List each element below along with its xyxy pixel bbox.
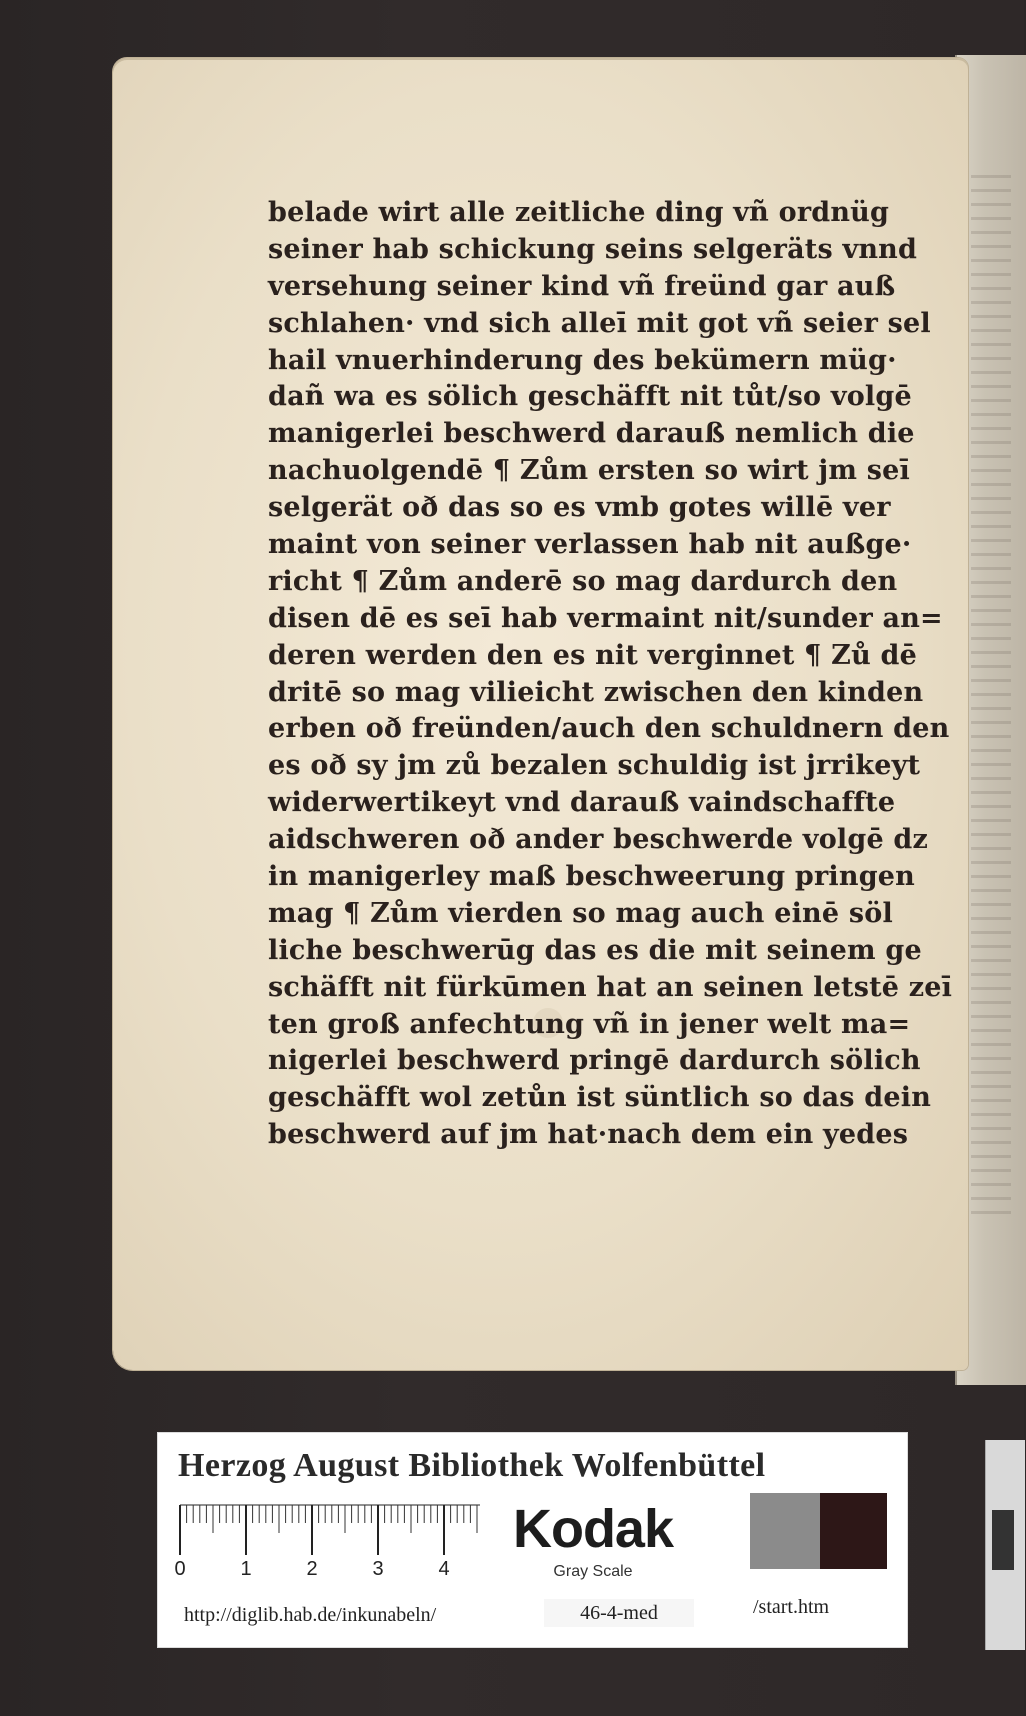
url-prefix: http://diglib.hab.de/inkunabeln/ bbox=[184, 1604, 437, 1626]
adjacent-page-text-shadow bbox=[971, 175, 1011, 1225]
text-line: ten groß anfechtung vñ in jener welt ma= bbox=[268, 1008, 911, 1040]
text-line: seiner hab schickung seins selgeräts vnnd bbox=[268, 233, 918, 265]
text-line: widerwertikeyt vnd darauß vaindschaffte bbox=[268, 787, 896, 819]
text-line: hail vnuerhinderung des bekümern müg· bbox=[268, 344, 897, 376]
manuscript-text-block bbox=[268, 195, 953, 1154]
text-line: es oð sy jm zů bezalen schuldig ist jrrikeyt bbox=[268, 750, 921, 782]
ruler-number: 4 bbox=[438, 1558, 450, 1580]
text-line: aidschweren oð ander beschwerde volgē dz bbox=[268, 824, 929, 856]
text-line: selgerät oð das so es vmb gotes willē ver bbox=[268, 492, 891, 524]
text-line: erben oð freünden/auch den schuldnern den bbox=[268, 713, 950, 745]
text-line: deren werden den es nit verginnet ¶ Zů dē bbox=[268, 639, 917, 671]
text-line: schlahen· vnd sich alleī mit got vñ seier sel bbox=[268, 307, 931, 339]
text-line: liche beschwerūg das es die mit seinem ge bbox=[268, 934, 922, 966]
text-line: geschäfft wol zetůn ist süntlich so das dein bbox=[268, 1082, 932, 1114]
ruler-ticks bbox=[180, 1505, 490, 1557]
text-line: schäfft nit fürkūmen hat an seinen letstē zeī bbox=[268, 971, 953, 1003]
text-line: manigerlei beschwerd darauß nemlich die bbox=[268, 418, 915, 450]
text-line: dañ wa es sölich geschäfft nit tůt/so volgē bbox=[268, 381, 912, 413]
text-line: nachuolgendē ¶ Zům ersten so wirt jm seī bbox=[268, 455, 910, 487]
gray-scale-label: Gray Scale bbox=[553, 1563, 633, 1580]
text-line: belade wirt alle zeitliche ding vñ ordnüg bbox=[268, 197, 890, 228]
url-suffix: /start.htm bbox=[753, 1596, 830, 1618]
text-line: beschwerd auf jm hat·nach dem ein yedes bbox=[268, 1119, 909, 1151]
text-line: versehung seiner kind vñ freünd gar auß bbox=[268, 270, 896, 302]
ruler-number: 3 bbox=[372, 1558, 384, 1580]
color-target-card bbox=[157, 1432, 908, 1648]
side-strip-dark-patch bbox=[992, 1510, 1014, 1570]
text-line: maint von seiner verlassen hab nit außge· bbox=[268, 529, 912, 561]
gray-patch-mid bbox=[750, 1493, 820, 1569]
text-line: richt ¶ Zům anderē so mag dardurch den bbox=[268, 565, 898, 597]
text-line: disen dē es seī hab vermaint nit/sunder an= bbox=[268, 602, 943, 634]
text-line: dritē so mag vilieicht zwischen den kinden bbox=[268, 676, 924, 708]
text-line: nigerlei beschwerd pringē dardurch sölich bbox=[268, 1045, 921, 1077]
side-color-strip bbox=[985, 1440, 1025, 1650]
text-line: in manigerley maß beschweerung pringen bbox=[268, 861, 915, 893]
shelfmark-code: 46-4-med bbox=[544, 1599, 694, 1627]
kodak-logo: Kodak bbox=[512, 1499, 674, 1559]
ruler-number: 1 bbox=[240, 1558, 252, 1580]
gray-patch-dark bbox=[820, 1493, 887, 1569]
text-line: mag ¶ Zům vierden so mag auch einē söl bbox=[268, 897, 893, 929]
ruler-number: 2 bbox=[306, 1558, 318, 1580]
library-title: Herzog August Bibliothek Wolfenbüttel bbox=[178, 1447, 766, 1484]
ruler-number: 0 bbox=[174, 1558, 186, 1580]
